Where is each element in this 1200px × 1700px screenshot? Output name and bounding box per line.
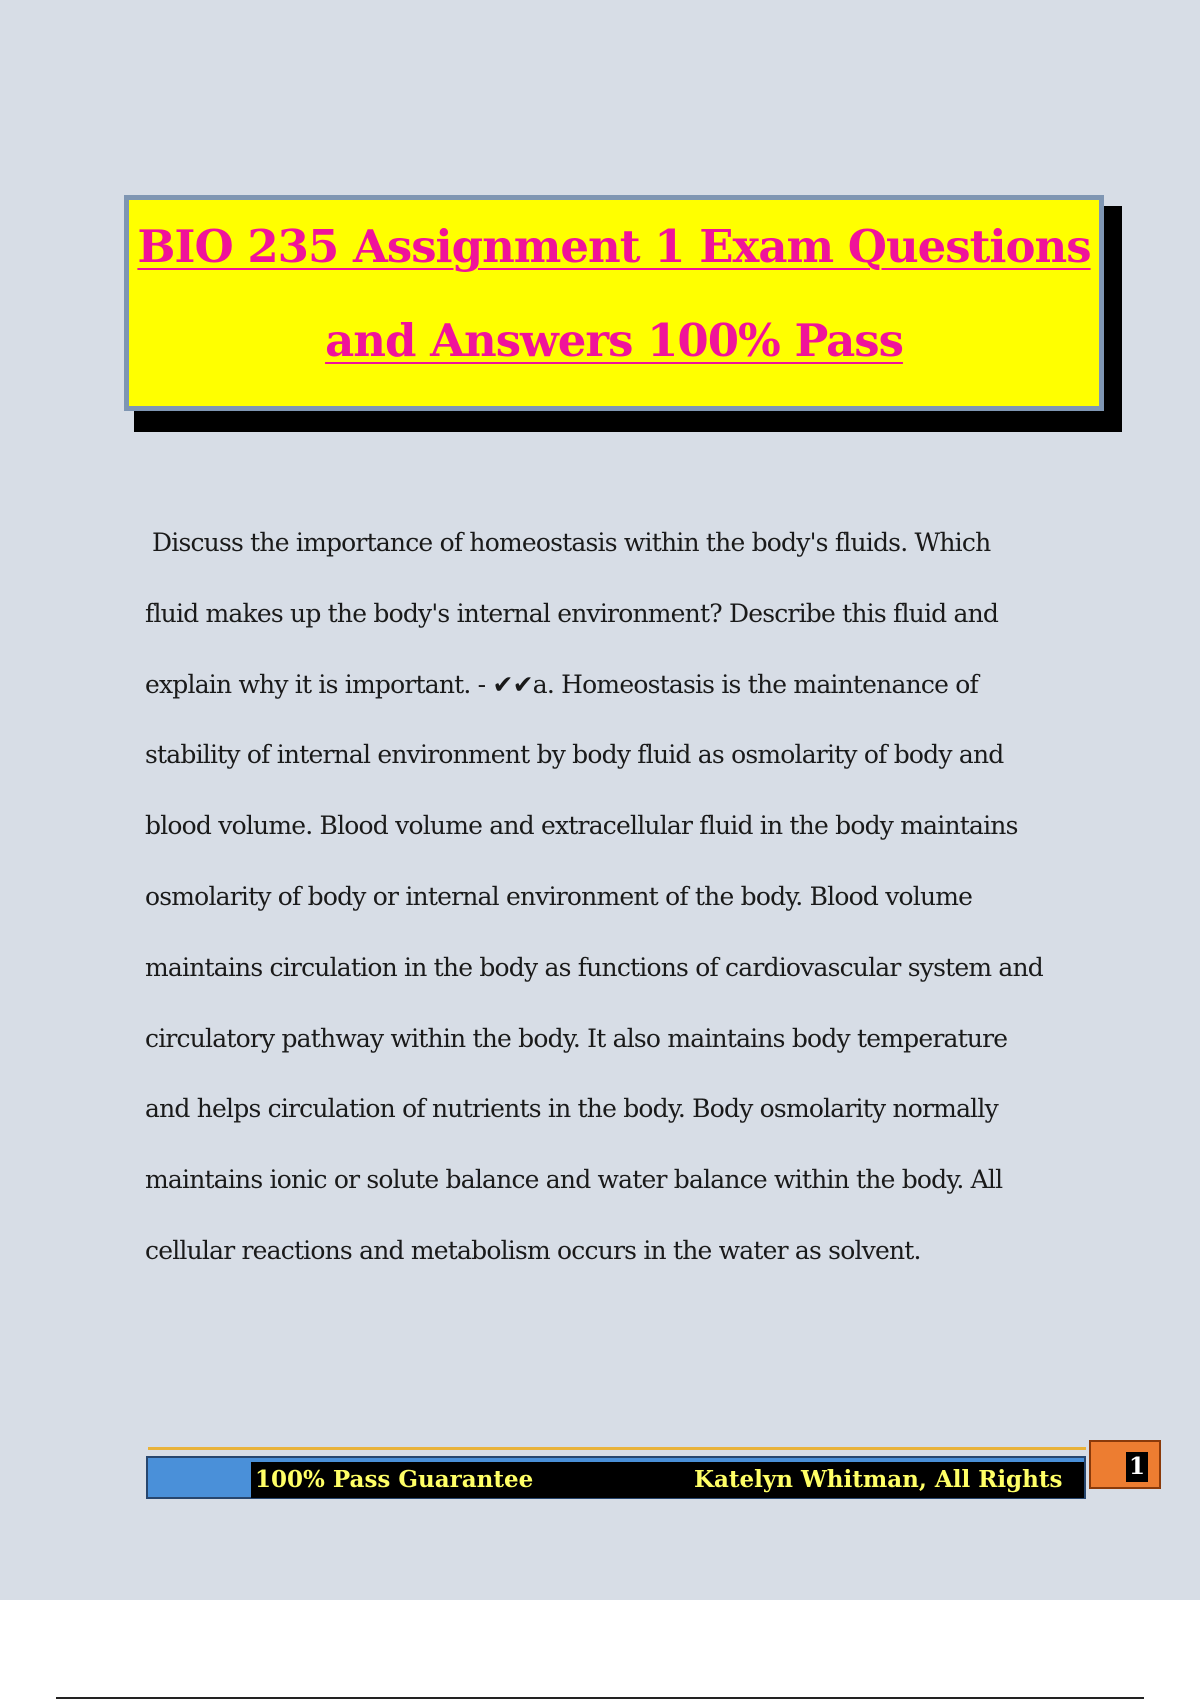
body-line: Discuss the importance of homeostasis within the body's fluids. Which	[152, 528, 991, 557]
body-line: explain why it is important. - ✔✔a. Homeostasis is the maintenance of	[145, 669, 978, 699]
footer-rights-text: Katelyn Whitman, All Rights	[690, 1462, 1066, 1498]
body-line: blood volume. Blood volume and extracellular fluid in the body maintains	[145, 811, 1018, 841]
footer-rule	[148, 1447, 1086, 1450]
body-line: and helps circulation of nutrients in the body. Body osmolarity normally	[145, 1094, 998, 1124]
page-number-box	[1089, 1440, 1161, 1489]
body-line: stability of internal environment by body fluid as osmolarity of body and	[145, 740, 1004, 770]
body-line: cellular reactions and metabolism occurs in the water as solvent.	[145, 1235, 921, 1265]
body-line: maintains circulation in the body as functions of cardiovascular system and	[145, 952, 1043, 982]
page-number: 1	[1126, 1452, 1148, 1482]
body-line: maintains ionic or solute balance and water balance within the body. All	[145, 1165, 1003, 1195]
body-line: fluid makes up the body's internal environment? Describe this fluid and	[145, 598, 999, 628]
title-line-2: and Answers 100% Pass	[325, 314, 903, 367]
footer-guarantee-text: 100% Pass Guarantee	[251, 1462, 537, 1498]
question-answer-text	[145, 508, 1105, 1287]
title-banner	[124, 195, 1104, 411]
body-line: circulatory pathway within the body. It also maintains body temperature	[145, 1023, 1008, 1053]
body-line: osmolarity of body or internal environment of the body. Blood volume	[145, 881, 973, 911]
page-bottom-rule	[56, 1697, 1144, 1699]
title-line-1: BIO 235 Assignment 1 Exam Questions	[137, 220, 1091, 273]
